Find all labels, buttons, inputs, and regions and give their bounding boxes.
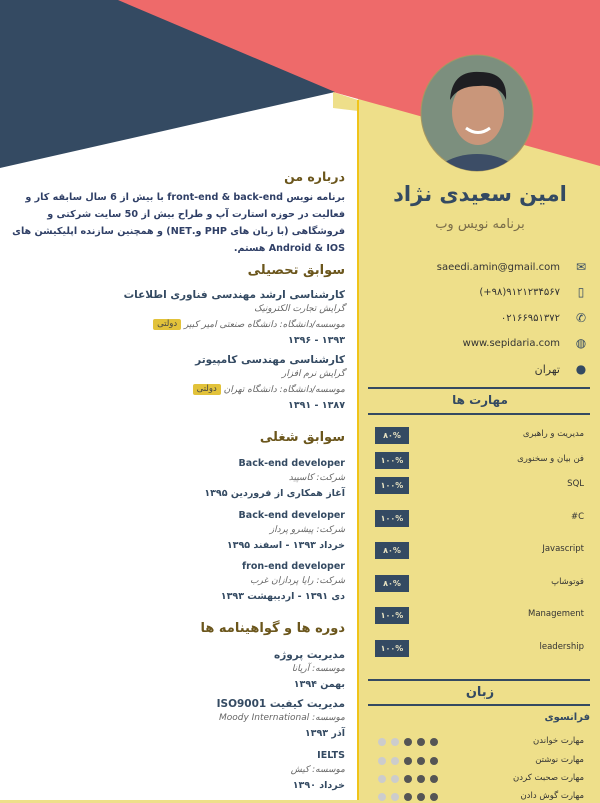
status-badge: دولتی	[193, 384, 221, 395]
language-skill-label: مهارت نوشتن	[535, 755, 584, 765]
contact-phone[interactable]: ✆ ۰۲۱۶۶۹۵۱۳۷۲	[500, 311, 587, 325]
skill-label: فن بیان و سخنوری	[517, 454, 584, 464]
skill-percent-badge: ۱۰۰%	[375, 510, 409, 527]
rating-dot	[417, 757, 425, 765]
job-company: شرکت: رایا پردازان غرب	[250, 576, 345, 586]
course-institute: موسسه: کیش	[290, 765, 345, 775]
rating-dot	[378, 775, 386, 783]
skill-percent-badge: ۱۰۰%	[375, 607, 409, 624]
rating-dot	[391, 775, 399, 783]
skill-row	[375, 510, 584, 527]
education-institution	[150, 319, 345, 331]
rating-dots	[378, 738, 438, 746]
education-heading: سوابق تحصیلی	[247, 263, 345, 278]
skill-row	[375, 452, 584, 469]
job-dates: دی ۱۳۹۱ - اردیبهشت ۱۳۹۳	[220, 591, 345, 602]
job-title: Back-end developer	[238, 458, 345, 469]
skill-row	[375, 607, 584, 624]
divider	[368, 679, 590, 681]
envelope-icon: ✉	[575, 260, 587, 274]
rating-dot	[430, 757, 438, 765]
work-heading: سوابق شغلی	[259, 430, 345, 445]
language-name: فرانسوی	[544, 712, 590, 723]
language-skill-label: مهارت خواندن	[533, 736, 584, 746]
skill-label: C#	[570, 512, 584, 522]
education-dates: ۱۳۸۷ - ۱۳۹۱	[288, 400, 345, 411]
skill-row	[375, 477, 584, 494]
education-dates: ۱۳۹۳ - ۱۳۹۶	[288, 335, 345, 346]
job-company: شرکت: پیشرو پرداز	[269, 525, 345, 535]
skill-label: Management	[528, 609, 584, 619]
contact-website[interactable]: ◍ www.sepidaria.com	[462, 336, 587, 350]
job-dates: آغاز همکاری از فروردین ۱۳۹۵	[204, 488, 345, 499]
skill-row	[375, 427, 584, 444]
institution-name: موسسه/دانشگاه: دانشگاه صنعتی امیر کبیر	[184, 320, 345, 330]
language-skill-row	[378, 773, 584, 785]
skills-heading: مهارت ها	[452, 393, 508, 407]
contact-location: ● تهران	[534, 362, 587, 376]
skill-row	[375, 640, 584, 657]
skill-row	[375, 575, 584, 592]
rating-dot	[378, 757, 386, 765]
rating-dot	[430, 775, 438, 783]
skill-row	[375, 542, 584, 559]
job-dates: خرداد ۱۳۹۳ - اسفند ۱۳۹۵	[226, 540, 345, 551]
skill-label: SQL	[567, 479, 584, 489]
divider	[368, 387, 590, 389]
language-skill-row	[378, 755, 584, 767]
map-marker-icon: ●	[575, 362, 587, 376]
globe-icon: ◍	[575, 336, 587, 350]
rating-dots	[378, 775, 438, 783]
rating-dots	[378, 757, 438, 765]
skill-label: Javascript	[542, 544, 584, 554]
course-date: آذر ۱۳۹۳	[304, 728, 345, 739]
language-skill-label: مهارت صحبت کردن	[513, 773, 584, 783]
course-date: خرداد ۱۳۹۰	[292, 780, 345, 791]
profile-title: برنامه نویس وب	[435, 217, 525, 232]
course-title: IELTS	[317, 750, 345, 761]
skill-label: leadership	[539, 642, 584, 652]
divider	[368, 413, 590, 415]
mobile-icon: ▯	[577, 285, 585, 299]
education-field: گرایش تجارت الکترونیک	[254, 304, 345, 314]
rating-dot	[430, 738, 438, 746]
job-title: fron-end developer	[242, 561, 345, 572]
skill-percent-badge: ۱۰۰%	[375, 452, 409, 469]
rating-dot	[391, 738, 399, 746]
rating-dot	[378, 738, 386, 746]
rating-dot	[417, 738, 425, 746]
language-skill-row	[378, 791, 584, 803]
skill-percent-badge: ۱۰۰%	[375, 477, 409, 494]
skill-percent-badge: ۸۰%	[375, 542, 409, 559]
skill-percent-badge: ۱۰۰%	[375, 640, 409, 657]
phone-icon: ✆	[575, 311, 587, 325]
language-skill-label: مهارت گوش دادن	[520, 791, 584, 801]
course-title: مدیریت پروژه	[274, 649, 345, 661]
skill-percent-badge: ۸۰%	[375, 575, 409, 592]
job-company: شرکت: کاسپید	[288, 473, 345, 483]
rating-dot	[404, 775, 412, 783]
contact-email[interactable]: ✉ saeedi.amin@gmail.com	[436, 260, 587, 274]
divider	[368, 704, 590, 706]
status-badge: دولتی	[153, 319, 181, 330]
about-heading: درباره من	[284, 169, 345, 184]
rating-dot	[417, 775, 425, 783]
education-field: گرایش نرم افزار	[281, 369, 345, 379]
job-title: Back-end developer	[238, 510, 345, 521]
skill-percent-badge: ۸۰%	[375, 427, 409, 444]
contact-mobile[interactable]: ▯ (+۹۸)۹۱۲۱۲۳۴۵۶۷	[368, 282, 588, 302]
course-institute: موسسه: آریانا	[291, 664, 345, 674]
education-institution	[190, 384, 345, 396]
skill-label: فوتوشاپ	[551, 577, 584, 587]
language-skill-row	[378, 736, 584, 748]
course-title: مدیریت کیفیت ISO9001	[216, 698, 345, 710]
course-date: بهمن ۱۳۹۴	[293, 679, 345, 690]
rating-dot	[391, 757, 399, 765]
skill-label: مدیریت و راهبری	[522, 429, 584, 439]
languages-heading: زبان	[465, 685, 495, 700]
course-institute: موسسه: Moody International	[218, 713, 345, 723]
rating-dot	[404, 738, 412, 746]
about-text: برنامه نویس front-end & back-end با بیش از 6 سال سابقه کار و فعالیت در حوزه استارت آپ و طراح بیش از 50 سایت شرکتی و فروشگاهی (با زبان های PHP و.NET) و همچنین سازنده اپلیکیشن های Android & IOS هستم.	[12, 192, 345, 254]
courses-heading: دوره ها و گواهینامه ها	[200, 621, 345, 636]
education-title: کارشناسی ارشد مهندسی فناوری اطلاعات	[123, 289, 345, 301]
divider-line	[357, 100, 359, 800]
institution-name: موسسه/دانشگاه: دانشگاه تهران	[223, 385, 345, 395]
education-title: کارشناسی مهندسی کامپیوتر	[195, 354, 345, 366]
profile-name: امین سعیدی نژاد	[393, 182, 567, 206]
rating-dot	[404, 757, 412, 765]
